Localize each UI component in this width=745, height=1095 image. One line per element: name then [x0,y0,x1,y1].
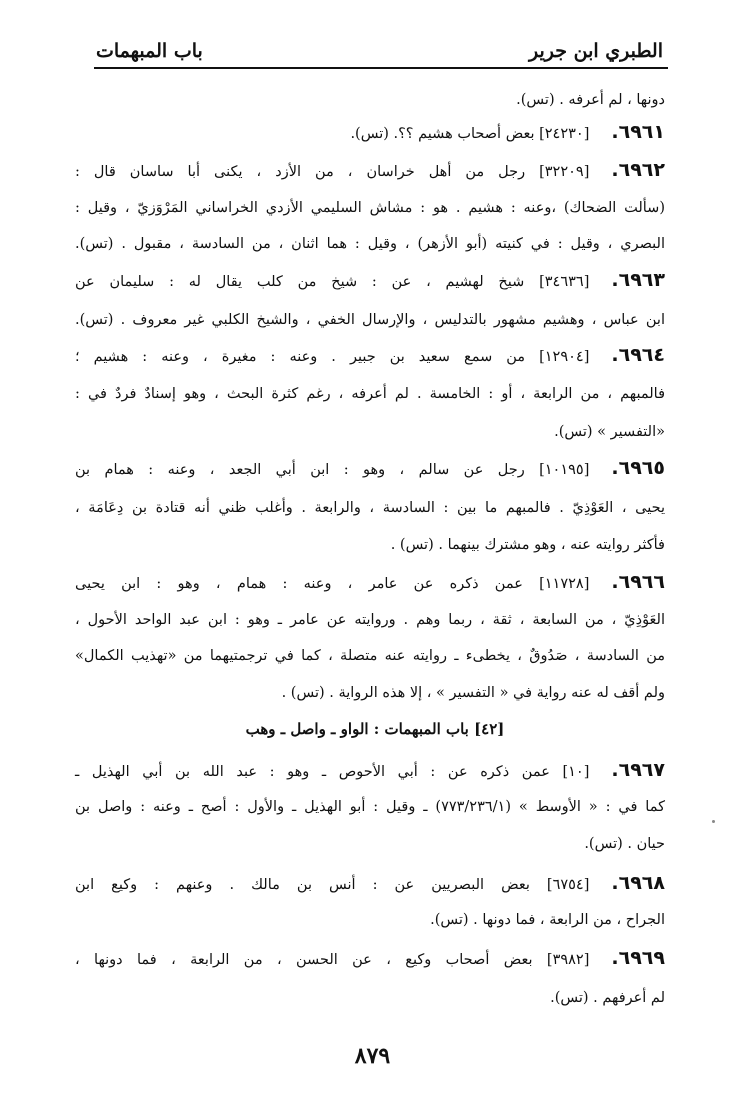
entry-text: [١١٧٢٨] عمن ذكره عن عامر ، وعنه : همام ، وهو : ابن يحيى [75,576,590,592]
entry-text: [١٠١٩٥] رجل عن سالم ، وهو : ابن أبي الجعد ، وعنه : همام بن [75,462,590,478]
entry-number: ٦٩٦٦. [611,571,665,593]
text-line: فأكثر روايته عنه ، وهو مشترك بينهما . (تس) . [390,537,665,553]
running-head-chapter: باب المبهمات [96,40,203,62]
scan-speck [712,820,715,823]
entry-text: [٣٢٢٠٩] رجل من أهل خراسان ، من الأزد ، يكنى أبا ساسان قال : [75,164,590,180]
entry-number: ٦٩٦٢. [611,159,665,181]
text-line: ولم أقف له عنه رواية في « التفسير » ، إلا هذه الرواية . (تس) . [281,685,665,701]
entry-number: ٦٩٦٩. [611,947,665,969]
entry-text: [٣٤٦٣٦] شيخ لهشيم ، عن : شيخ من كلب يقال له : سليمان عن [75,274,590,290]
text-line: العَوْذِيّ ، من السابعة ، ثقة ، ربما وهم . وروايته عن عامر ـ وهو : ابن عبد الواحد الأحول ، [75,612,665,628]
entry-number: ٦٩٦٤. [611,344,665,366]
entry-number: ٦٩٦٧. [611,759,665,781]
section-heading: [٤٢] باب المبهمات : الواو ـ واصل ـ وهب [245,720,505,738]
entry-6963 [75,270,665,292]
text-line: فالمبهم ، من الرابعة ، أو : الخامسة . لم أعرفه ، رغم كثرة البحث ، وهو إسنادٌ فردٌ في : [75,386,665,402]
text-line: «التفسير » (تس). [554,424,665,440]
entry-text: [٦٧٥٤] بعض البصريين عن : أنس بن مالك . وعنهم : وكيع ابن [75,877,590,893]
entry-text: [١٠] عمن ذكره عن : أبي الأحوص ـ وهو : عبد الله بن أبي الهذيل ـ [75,764,590,780]
entry-6962 [75,160,665,182]
entry-number: ٦٩٦٥. [611,457,665,479]
running-head-author: الطبري ابن جرير [528,40,663,62]
entry-6969 [75,948,665,970]
entry-6964 [75,345,665,367]
entry-number: ٦٩٦٣. [611,269,665,291]
text-line: البصري ، وقيل : في كنيته (أبو الأزهر) ، وقيل : هما اثنان ، من السادسة ، مقبول . (تس). [75,236,665,252]
entry-6961 [75,122,665,144]
entry-text: [٣٩٨٢] بعض أصحاب وكيع ، عن الحسن ، من الرابعة ، فما دونها ، [75,952,590,968]
entry-6965 [75,458,665,480]
header-rule [94,67,668,69]
entry-6968 [75,873,665,895]
entry-text: [١٢٩٠٤] من سمع سعيد بن جبير . وعنه : مغيرة ، وعنه : هشيم ؛ [75,349,590,365]
text-line: كما في : « الأوسط » (٧٧٣/٢٣٦/١) ـ وقيل : أبو الهذيل ـ والأول : أصح ـ وعنه : واصل بن [75,799,666,815]
text-line: حيان . (تس). [584,836,665,852]
text-line: ابن عباس ، وهشيم مشهور بالتدليس ، والإرسال الخفي ، والشيخ الكلبي غير معروف . (تس). [75,312,665,328]
text-line: يحيى ، العَوْذِيّ . فالمبهم ما بين : السادسة ، والرابعة . وأغلب ظني أنه قتادة بن دِعَامَة ، [75,500,665,516]
text-line: دونها ، لم أعرفه . (تس). [516,92,665,108]
text-line: (سألت الضحاك) ،وعنه : هشيم . هو : مشاش السليمي الأزدي الخراساني المَرْوَزيّ ، وقيل : [75,200,665,216]
text-line: الجراح ، من الرابعة ، فما دونها . (تس). [430,912,665,928]
page-number: ٨٧٩ [354,1043,391,1069]
entry-6966 [75,572,665,594]
entry-6967 [75,760,665,782]
text-line: من السادسة ، صَدُوقٌ ، يخطىء ـ روايته عنه متصلة ، كما في ترجمتيهما من «تهذيب الكمال» [75,648,665,664]
entry-number: ٦٩٦٨. [611,872,665,894]
entry-number: ٦٩٦١. [611,121,665,143]
entry-text: [٢٤٢٣٠] بعض أصحاب هشيم ؟؟. (تس). [350,126,590,142]
text-line: لم أعرفهم . (تس). [550,990,665,1006]
